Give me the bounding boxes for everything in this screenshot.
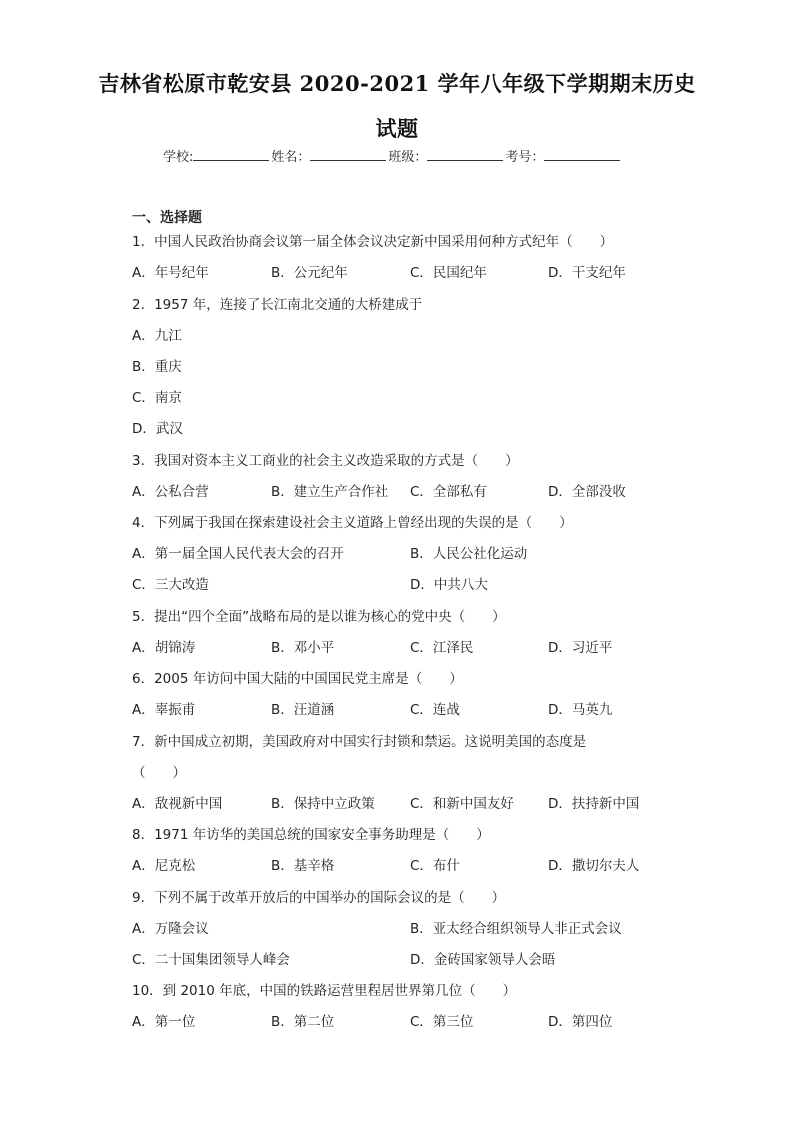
- section-heading: 一、选择题: [132, 210, 202, 226]
- question-option[interactable]: B．邓小平: [271, 640, 335, 656]
- exam-title-line1: 吉林省松原市乾安县 2020-2021 学年八年级下学期期末历史: [98, 71, 696, 96]
- question-stem: 10．到 2010 年底，中国的铁路运营里程居世界第几位（ ）: [132, 983, 517, 999]
- question-option[interactable]: D．中共八大: [410, 577, 488, 593]
- question-option[interactable]: A．敌视新中国: [132, 796, 223, 812]
- question-option[interactable]: B．汪道涵: [271, 702, 335, 718]
- question-option[interactable]: A．第一届全国人民代表大会的召开: [132, 546, 344, 562]
- question-option[interactable]: A．九江: [132, 328, 182, 344]
- question-option[interactable]: C．全部私有: [410, 484, 487, 500]
- class-blank[interactable]: [427, 148, 503, 161]
- school-blank[interactable]: [193, 148, 269, 161]
- question-option[interactable]: C．江泽民: [410, 640, 474, 656]
- question-option[interactable]: B．基辛格: [271, 858, 335, 874]
- question-option[interactable]: D．第四位: [548, 1014, 613, 1030]
- number-blank[interactable]: [544, 148, 620, 161]
- question-option[interactable]: C．三大改造: [132, 577, 209, 593]
- question-option[interactable]: A．第一位: [132, 1014, 196, 1030]
- question-option[interactable]: D．干支纪年: [548, 265, 626, 281]
- number-label: 考号：: [505, 150, 545, 165]
- question-option[interactable]: C．二十国集团领导人峰会: [132, 952, 290, 968]
- question-stem: 9．下列不属于改革开放后的中国举办的国际会议的是（ ）: [132, 890, 506, 906]
- question-option[interactable]: A．尼克松: [132, 858, 196, 874]
- question-stem: 4．下列属于我国在探索建设社会主义道路上曾经出现的失误的是（ ）: [132, 515, 573, 531]
- question-stem: 8．1971 年访华的美国总统的国家安全事务助理是（ ）: [132, 827, 490, 843]
- school-label: 学校:: [163, 150, 194, 165]
- name-label: 姓名：: [271, 150, 311, 165]
- question-stem: 1．中国人民政治协商会议第一届全体会议决定新中国采用何种方式纪年（ ）: [132, 234, 614, 250]
- question-option[interactable]: D．金砖国家领导人会晤: [410, 952, 556, 968]
- question-option[interactable]: B．建立生产合作社: [271, 484, 389, 500]
- question-option[interactable]: C．南京: [132, 390, 182, 406]
- question-option[interactable]: D．马英九: [548, 702, 613, 718]
- question-option[interactable]: C．第三位: [410, 1014, 474, 1030]
- question-option[interactable]: D．习近平: [548, 640, 613, 656]
- question-stem-continuation: （ ）: [132, 765, 186, 781]
- question-option[interactable]: A．公私合营: [132, 484, 209, 500]
- question-option[interactable]: B．人民公社化运动: [410, 546, 528, 562]
- question-option[interactable]: C．民国纪年: [410, 265, 487, 281]
- question-stem: 6．2005 年访问中国大陆的中国国民党主席是（ ）: [132, 671, 463, 687]
- question-option[interactable]: B．保持中立政策: [271, 796, 375, 812]
- question-stem: 3．我国对资本主义工商业的社会主义改造采取的方式是（ ）: [132, 453, 519, 469]
- question-option[interactable]: B．亚太经合组织领导人非正式会议: [410, 921, 622, 937]
- question-stem: 7．新中国成立初期，美国政府对中国实行封锁和禁运。这说明美国的态度是: [132, 734, 587, 750]
- question-option[interactable]: C．连战: [410, 702, 460, 718]
- question-stem: 2．1957 年，连接了长江南北交通的大桥建成于: [132, 297, 423, 313]
- question-option[interactable]: A．万隆会议: [132, 921, 209, 937]
- question-option[interactable]: B．第二位: [271, 1014, 335, 1030]
- question-option[interactable]: A．辜振甫: [132, 702, 196, 718]
- question-option[interactable]: D．全部没收: [548, 484, 626, 500]
- question-stem: 5．提出“四个全面”战略布局的是以谁为核心的党中央（ ）: [132, 609, 506, 625]
- question-option[interactable]: D．撒切尔夫人: [548, 858, 640, 874]
- question-option[interactable]: C．布什: [410, 858, 460, 874]
- question-option[interactable]: A．年号纪年: [132, 265, 209, 281]
- question-option[interactable]: C．和新中国友好: [410, 796, 514, 812]
- name-blank[interactable]: [310, 148, 386, 161]
- exam-title-line2: 试题: [375, 116, 419, 141]
- student-info-row: [163, 146, 622, 165]
- question-option[interactable]: A．胡锦涛: [132, 640, 196, 656]
- question-option[interactable]: D．扶持新中国: [548, 796, 640, 812]
- question-option[interactable]: B．公元纪年: [271, 265, 348, 281]
- class-label: 班级：: [388, 150, 428, 165]
- question-option[interactable]: B．重庆: [132, 359, 182, 375]
- question-option[interactable]: D．武汉: [132, 421, 183, 437]
